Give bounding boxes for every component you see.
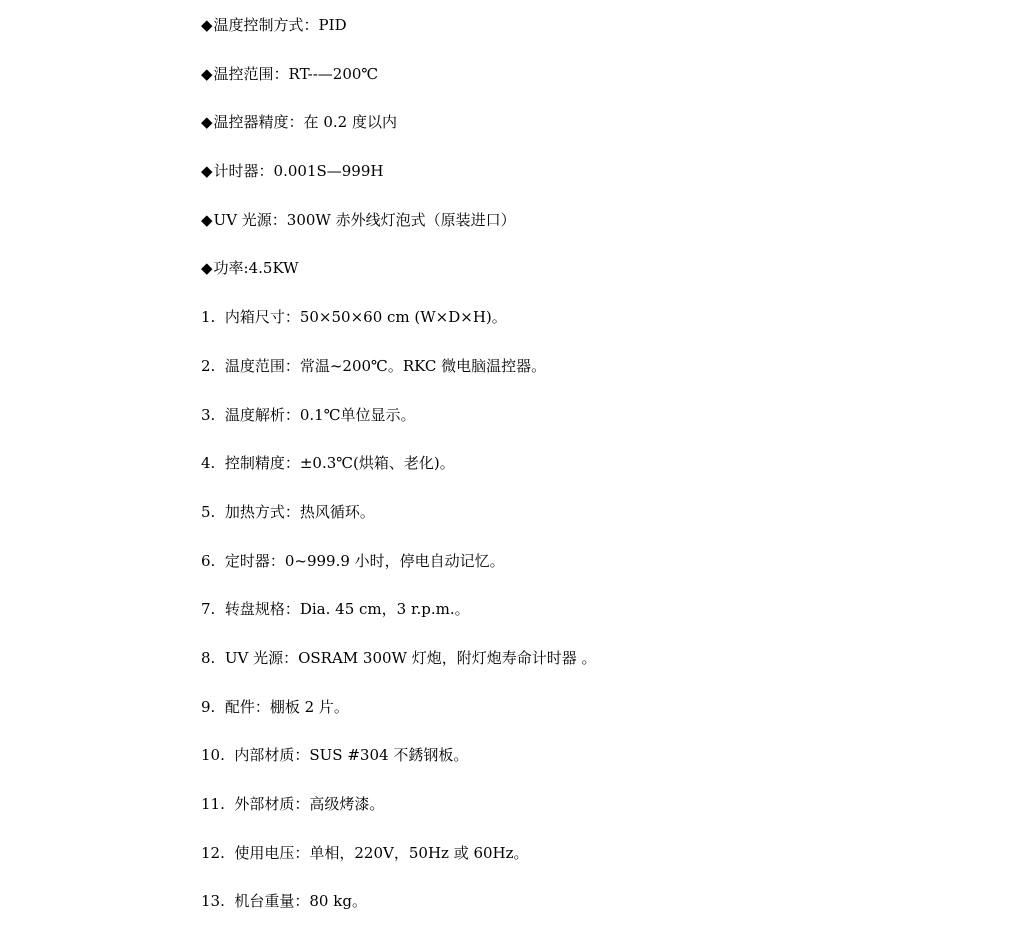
diamond-bullet-icon: ◆ bbox=[201, 259, 213, 278]
spec-numbered-item: 9. 配件：棚板 2 片。 bbox=[201, 697, 349, 716]
spec-numbered-item: 12. 使用电压：单相，220V，50Hz 或 60Hz。 bbox=[201, 843, 529, 862]
diamond-bullet-icon: ◆ bbox=[201, 210, 213, 229]
spec-bullet-text: UV 光源：300W 赤外线灯泡式（原装进口） bbox=[213, 210, 516, 229]
spec-numbered-item: 4. 控制精度：±0.3℃(烘箱、老化)。 bbox=[201, 454, 455, 473]
spec-bullet-text: 功率:4.5KW bbox=[213, 259, 299, 278]
spec-numbered-item: 11. 外部材质：高级烤漆。 bbox=[201, 795, 385, 813]
spec-numbered-item: 13. 机台重量：80 kg。 bbox=[201, 892, 367, 911]
diamond-bullet-icon: ◆ bbox=[201, 162, 213, 181]
spec-bullet-text: 温控器精度：在 0.2 度以内 bbox=[213, 113, 397, 132]
spec-numbered-item: 1. 内箱尺寸：50×50×60 cm (W×D×H)。 bbox=[201, 308, 507, 327]
spec-numbered-item: 8. UV 光源：OSRAM 300W 灯炮，附灯炮寿命计时器 。 bbox=[201, 648, 597, 667]
spec-bullet-text: 计时器：0.001S—999H bbox=[213, 162, 384, 181]
diamond-bullet-icon: ◆ bbox=[201, 64, 213, 83]
spec-numbered-item: 6. 定时器：0~999.9 小时，停电自动记忆。 bbox=[201, 551, 505, 570]
spec-document bbox=[201, 13, 1001, 938]
spec-bullet-text: 温度控制方式：PID bbox=[213, 16, 347, 34]
spec-numbered-item: 7. 转盘规格：Dia. 45 cm，3 r.p.m.。 bbox=[201, 600, 470, 619]
spec-bullet-item bbox=[201, 256, 1001, 280]
diamond-bullet-icon: ◆ bbox=[201, 113, 213, 132]
diamond-bullet-icon: ◆ bbox=[201, 16, 213, 34]
spec-bullet-text: 温控范围：RT--—200℃ bbox=[213, 64, 379, 83]
spec-bullet-item bbox=[201, 110, 1001, 134]
spec-bullet-item bbox=[201, 159, 1001, 183]
spec-bullet-item bbox=[201, 13, 1001, 37]
spec-numbered-item: 3. 温度解析：0.1℃单位显示。 bbox=[201, 405, 416, 424]
spec-numbered-item: 2. 温度范围：常温~200℃。RKC 微电脑温控器。 bbox=[201, 356, 547, 375]
spec-bullet-item bbox=[201, 208, 1001, 232]
spec-numbered-item: 10. 内部材质：SUS #304 不銹钢板。 bbox=[201, 746, 469, 765]
spec-bullet-item bbox=[201, 62, 1001, 86]
spec-numbered-item: 5. 加热方式：热风循环。 bbox=[201, 502, 375, 521]
